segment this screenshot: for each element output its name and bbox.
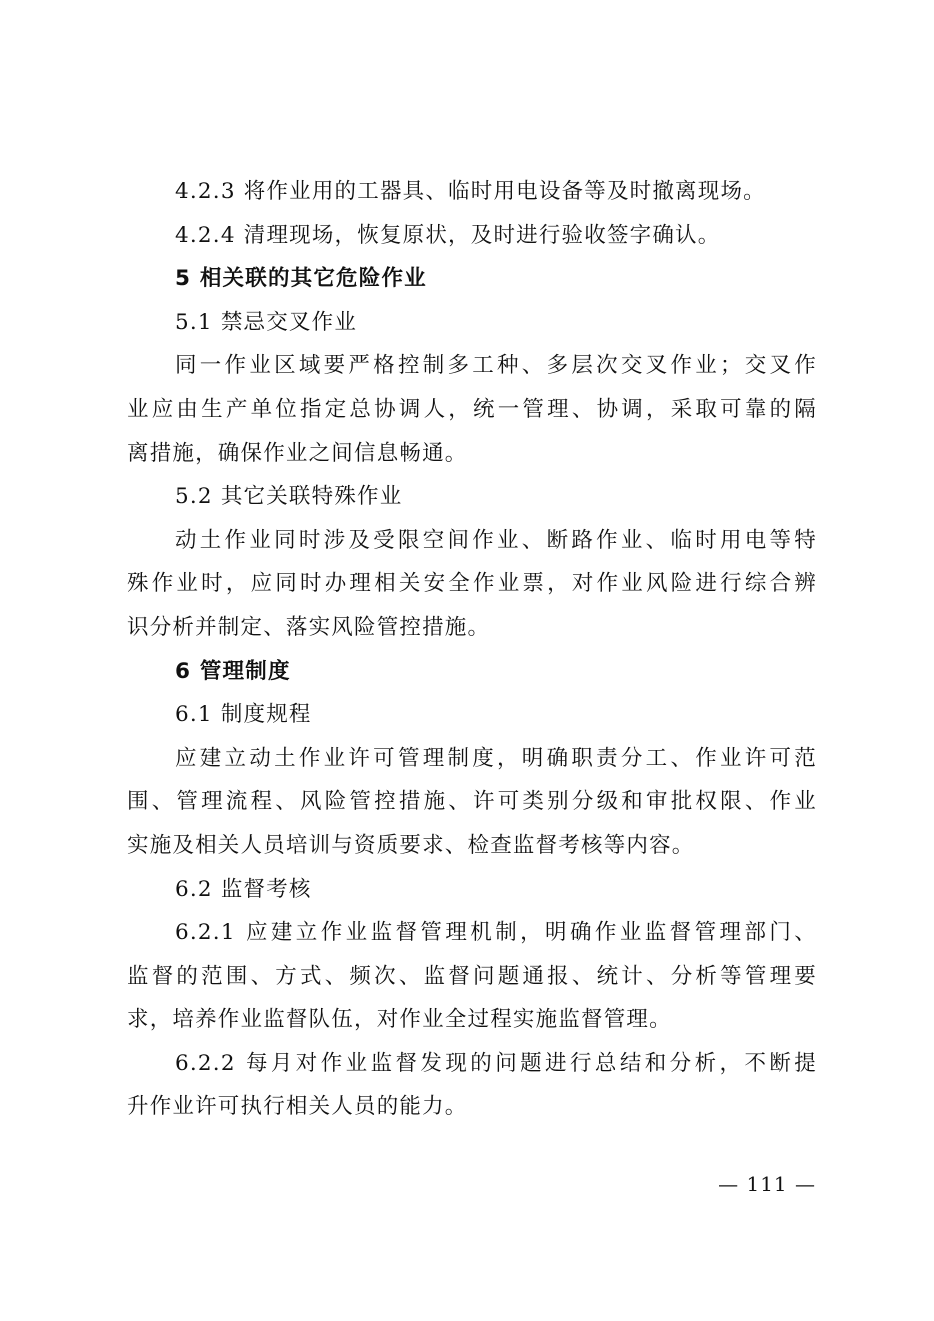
clause-6-2-2: 6.2.2 每月对作业监督发现的问题进行总结和分析，不断提 (175, 1050, 817, 1076)
paragraph-line: 围、管理流程、风险管控措施、许可类别分级和审批权限、作业 (127, 789, 817, 815)
section-heading-6: 6 管理制度 (175, 658, 291, 684)
paragraph-line: 同一作业区域要严格控制多工种、多层次交叉作业；交叉作 (175, 353, 817, 379)
clause-4-2-3: 4.2.3 将作业用的工器具、临时用电设备等及时撤离现场。 (175, 179, 766, 204)
section-heading-5: 5 相关联的其它危险作业 (175, 266, 427, 292)
page-number: — 111 — (718, 1172, 816, 1196)
paragraph-line: 殊作业时，应同时办理相关安全作业票，对作业风险进行综合辨 (127, 571, 817, 597)
paragraph-line: 求，培养作业监督队伍，对作业全过程实施监督管理。 (127, 1007, 672, 1033)
subsection-heading-5-2: 5.2 其它关联特殊作业 (175, 484, 403, 510)
document-body (127, 170, 817, 1129)
clause-4-2-4: 4.2.4 清理现场，恢复原状，及时进行验收签字确认。 (175, 222, 721, 248)
paragraph-line: 监督的范围、方式、频次、监督问题通报、统计、分析等管理要 (127, 963, 817, 989)
paragraph-line: 升作业许可执行相关人员的能力。 (127, 1094, 468, 1120)
subsection-heading-6-2: 6.2 监督考核 (175, 876, 312, 902)
paragraph-line: 实施及相关人员培训与资质要求、检查监督考核等内容。 (127, 832, 695, 858)
paragraph-line: 识分析并制定、落实风险管控措施。 (127, 614, 491, 640)
paragraph-line: 离措施，确保作业之间信息畅通。 (127, 440, 468, 466)
paragraph-line: 业应由生产单位指定总协调人，统一管理、协调，采取可靠的隔 (127, 396, 817, 422)
subsection-heading-5-1: 5.1 禁忌交叉作业 (175, 309, 358, 335)
paragraph-line: 应建立动土作业许可管理制度，明确职责分工、作业许可范 (175, 745, 817, 771)
paragraph-line: 动土作业同时涉及受限空间作业、断路作业、临时用电等特 (175, 527, 817, 553)
clause-6-2-1: 6.2.1 应建立作业监督管理机制，明确作业监督管理部门、 (175, 920, 817, 946)
subsection-heading-6-1: 6.1 制度规程 (175, 702, 312, 728)
